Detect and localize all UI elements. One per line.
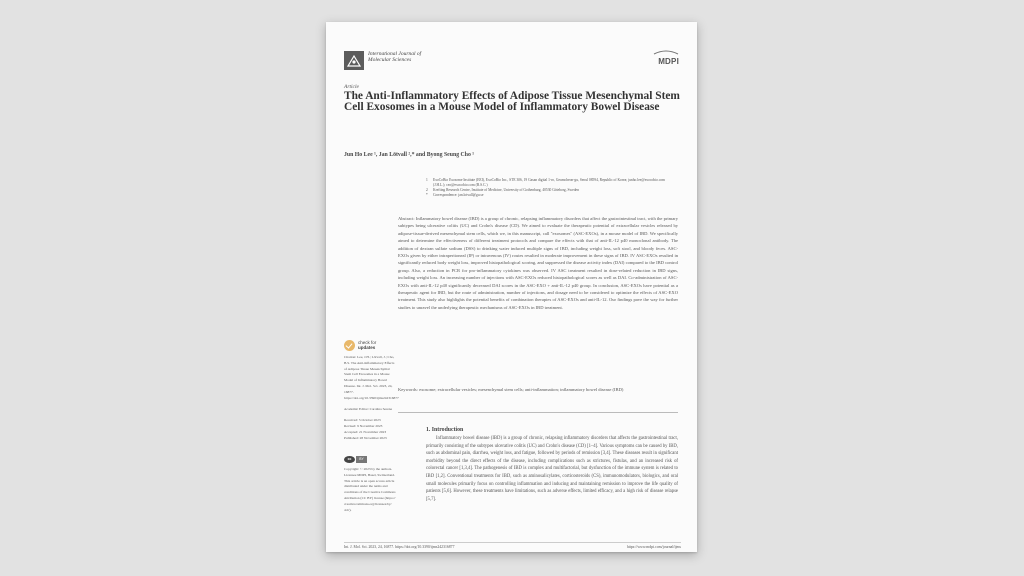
author-list: Jun Ho Lee ¹, Jan Lötvall ²,* and Byong Seung Cho ¹ [344, 152, 475, 158]
cc-license-badge[interactable] [344, 456, 367, 463]
sidebar-metadata [344, 355, 399, 441]
copyright-text: Copyright: © 2023 by the authors. Licensee MDPI, Basel, Switzerland. This article is an open access article distributed under the terms and conditions of the Creative Commons Attribution (CC BY) license (https:// creativecommons.org/licenses/by/ 4.0/). [344, 467, 396, 512]
affiliation-text: ExoCoBio Exosome Institute (EEI), ExoCoBio Inc., STE 306, 19 Gasan digital 1-ro, Geumcheon-gu, Seoul 08594, Republic of Korea; junho.lee@exocobio.com (J.H.L.); ceo@exocobio.com (B.S.C.) [433, 178, 665, 187]
article-type: Article [344, 84, 359, 90]
copyright-block [344, 467, 396, 513]
check-for-updates-badge[interactable] [344, 340, 376, 351]
check-updates-line2: updates [358, 344, 376, 350]
paper-page [326, 22, 697, 552]
affiliation-number: 1 [426, 178, 428, 182]
affiliation-text: Krefting Research Centre, Institute of Medicine, University of Gothenburg, 40530 Göteborg, Sweden [433, 188, 579, 192]
date-received: Received: 5 October 2023 [344, 418, 381, 423]
abstract-text: Abstract: Inflammatory bowel disease (IBD) is a group of chronic, relapsing inflammatory disorders that affect the gastrointestinal tract, with the primary subtypes being ulcerative colitis (UC) and Crohn's disease (CD). We aimed to evaluate the therapeutic potential of extracellular vesicles released by adipose-tissue-derived mesenchymal stem cells, which we, in this manuscript, call "exosomes" (ASC-EXOs), in a mouse model of IBD. We specifically aimed to determine the effectiveness of different treatment protocols and compare the effects with that of anti-IL-12 p40 monoclonal antibody. The addition of dextran sulfate sodium (DSS) to drinking water induced multiple signs of IBD, including weight loss, soft stool, and bloody feces. ASC-EXOs given by either intraperitoneal (IP) or intravenous (IV) routes resulted in moderate improvement in these signs of IBD. IV ASC-EXOs resulted in significantly reduced body weight loss, improved histopathological scoring, and suppressed the disease activity index (DAI) compared to the IBD control group. Also, a reduction in PCR for pro-inflammatory cytokines was observed. IV ASC treatment resulted in dose-related reduction in IBD signs, including weight loss. An increasing number of injections with ASC-EXOs reduced histopathological scores as well as DAI. Co-administration of ASC-EXOs with anti-IL-12 p40 significantly decreased DAI scores in the ASC-EXO + anti-IL-12 p40 group. In conclusion, ASC-EXOs have potential as a therapeutic agent for IBD, but the route of administration, number of injections, and dosage need to be considered to optimize the effects of ASC-EXO treatment. This study also highlights the potential benefits of combination therapies of ASC-EXOs and anti-IL-12. Our findings pave the way for further studies to unravel the underlying therapeutic mechanisms of ASC-EXOs in IBD treatment. [398, 216, 678, 310]
cc-icon: cc [344, 456, 355, 463]
journal-name-line1: International Journal of [368, 51, 422, 57]
introduction-text: Inflammatory bowel disease (IBD) is a group of chronic, relapsing inflammatory disorders that affects the gastrointestinal tract, primarily consisting of the subtypes ulcerative colitis (UC) and Crohn's disease (CD) [1–4]. Various symptoms can be caused by IBD, such as abdominal pain, diarrhea, weight loss, and fatigue, followed by periods of remission [3,4]. These diseases result in significant morbidity beyond the direct effects of the disease, including complications such as strictures, fistulas, and an increased risk of colorectal cancer [1,3,4]. The pathogenesis of IBD is complex and multifactorial, but dysfunction of the immune system is related to IBD [1,2]. Conventional treatments for IBD, such as aminosalicylates, corticosteroids (CS), immunomodulators, biologics, and oral small molecules primarily focus on controlling inflammation and inducing and maintaining remission to improve the life quality of patients [5,6]. However, these treatments have limitations, such as adverse effects, limited efficacy, and a high risk of disease relapse [5,7]. [426, 436, 678, 502]
journal-name [368, 51, 421, 64]
academic-editor: Academic Editor: Carolina Serena [344, 407, 393, 412]
affiliations [426, 178, 678, 198]
footer-divider [344, 542, 681, 543]
date-published: Published: 28 November 2023 [344, 435, 387, 440]
affiliation-text: Correspondence: jan.lotvall@gu.se [433, 193, 484, 197]
journal-logo-icon [344, 51, 364, 70]
check-updates-line1: check for [358, 339, 377, 345]
page-footer [344, 545, 681, 549]
journal-name-line2: Molecular Sciences [368, 57, 412, 64]
publisher-name: MDPI [658, 57, 679, 66]
check-updates-icon [344, 340, 355, 351]
affiliation-number: * [426, 193, 428, 197]
affiliation-number: 2 [426, 188, 428, 192]
footer-journal-link[interactable]: https://www.mdpi.com/journal/ijms [626, 545, 681, 549]
introduction [426, 435, 678, 503]
check-updates-label [358, 341, 376, 350]
affiliation-item [426, 178, 678, 188]
divider [398, 412, 678, 413]
abstract [398, 215, 678, 311]
keywords: Keywords: exosome; extracellular vesicles; mesenchymal stem cells; anti-inflammation; inflammatory bowel disease (IBD) [398, 387, 624, 392]
affiliation-item [426, 193, 678, 198]
paper-title: The Anti-Inflammatory Effects of Adipose Tissue Mesenchymal Stem Cell Exosomes in a Mouse Model of Inflammatory Bowel Disease [344, 90, 680, 113]
date-accepted: Accepted: 21 November 2023 [344, 429, 387, 434]
citation: Citation: Lee, J.H.; Lötvall, J.; Cho, B.S. The Anti-Inflammatory Effects of Adipose Tissue Mesenchymal Stem Cell Exosomes in a Mouse Model of Inflammatory Bowel Disease. Int. J. Mol. Sci. 2023, 24, 16877. https://doi.org/10.3390/ijms242316877 [344, 355, 399, 400]
date-revised: Revised: 9 November 2023 [344, 423, 383, 428]
section-heading: 1. Introduction [426, 427, 464, 433]
by-icon: BY [356, 456, 367, 463]
footer-citation: Int. J. Mol. Sci. 2023, 24, 16877. https://doi.org/10.3390/ijms242316877 [344, 545, 455, 549]
